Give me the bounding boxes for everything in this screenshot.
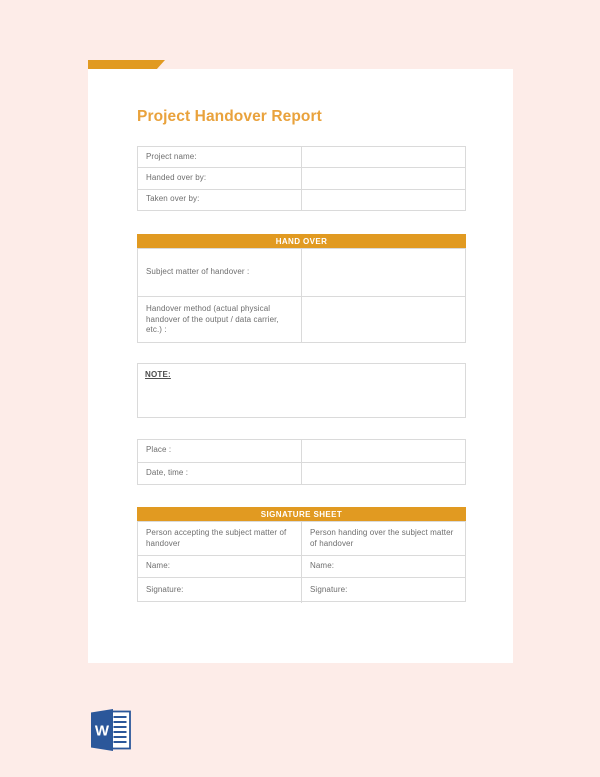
value-cell-date-time <box>302 463 465 485</box>
cell-person-handing-over: Person handing over the subject matter of handover <box>310 527 454 548</box>
label-cell-date-time: Date, time : <box>138 463 302 485</box>
value-cell-subject-matter <box>302 249 465 296</box>
table-row <box>138 440 465 462</box>
handover-table <box>137 248 466 343</box>
value-cell-handover-method <box>302 297 465 343</box>
table-row <box>138 522 465 555</box>
table-row <box>138 249 465 296</box>
table-row <box>138 167 465 188</box>
handover-section-header: HAND OVER <box>137 234 466 248</box>
label-cell-place: Place : <box>138 440 302 462</box>
label-cell-project-name: Project name: <box>138 147 302 167</box>
place-table <box>137 439 466 485</box>
note-box <box>137 363 466 418</box>
label-cell-handed-over-by: Handed over by: <box>138 168 302 188</box>
ms-word-icon[interactable] <box>90 705 134 755</box>
table-row <box>138 577 465 603</box>
cell-person-accepting: Person accepting the subject matter of handover <box>138 522 302 555</box>
table-row <box>138 462 465 485</box>
cell-signature-right: Signature: <box>310 585 348 595</box>
info-table <box>137 146 466 211</box>
table-row <box>138 296 465 343</box>
table-row <box>138 555 465 577</box>
page-title: Project Handover Report <box>137 108 322 125</box>
cell-signature-left: Signature: <box>138 578 302 603</box>
word-badge-letter: W <box>94 722 110 740</box>
value-cell-handed-over-by <box>302 168 465 188</box>
cell-name-right: Name: <box>310 561 335 571</box>
cell-name-left: Name: <box>138 556 302 577</box>
value-cell-place <box>302 440 465 462</box>
signature-section-header: SIGNATURE SHEET <box>137 507 466 521</box>
document-page <box>88 69 513 663</box>
table-row <box>138 147 465 167</box>
value-cell-taken-over-by <box>302 190 465 210</box>
label-cell-subject-matter: Subject matter of handover : <box>138 249 302 296</box>
table-row <box>138 189 465 210</box>
label-cell-taken-over-by: Taken over by: <box>138 190 302 210</box>
word-logo-icon <box>90 705 134 755</box>
label-cell-handover-method: Handover method (actual physical handover of the output / data carrier, etc.) : <box>138 297 302 343</box>
signature-table <box>137 521 466 602</box>
note-label: NOTE: <box>145 370 171 379</box>
value-cell-project-name <box>302 147 465 167</box>
